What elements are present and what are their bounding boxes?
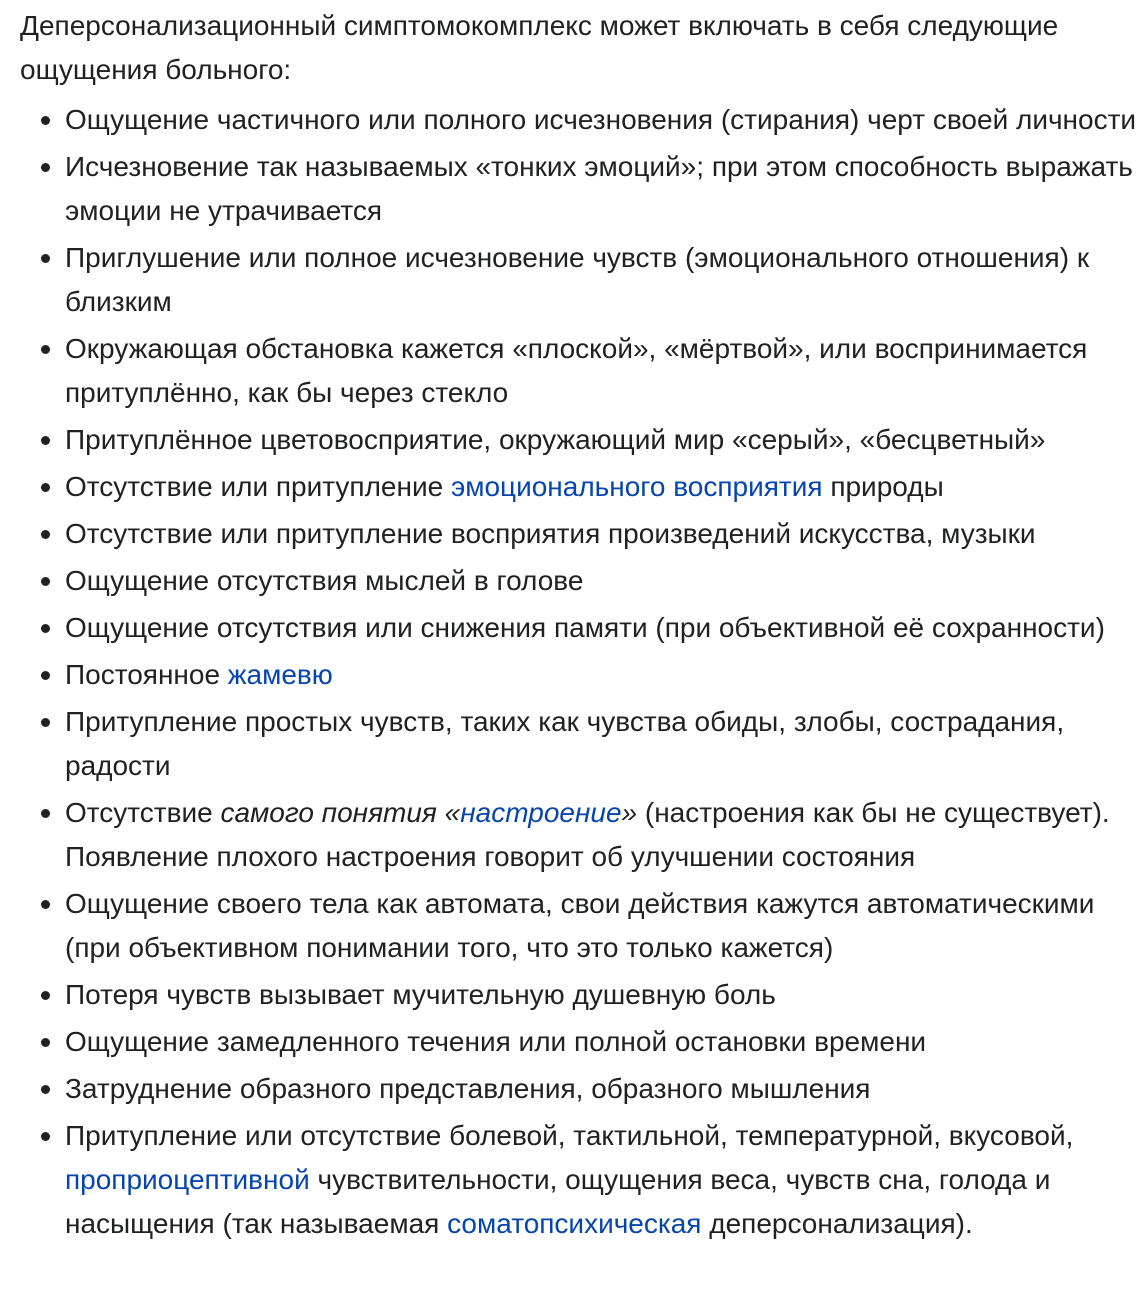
item-text: Отсутствие или притупление <box>65 471 451 502</box>
list-item <box>65 653 1138 697</box>
item-text: природы <box>822 471 944 502</box>
item-text: (настроения как бы не существует). Появление плохого настроения говорит об улучшении состояния <box>65 797 1110 872</box>
intro-paragraph: Деперсонализационный симптомокомплекс может включать в себя следующие ощущения больного: <box>20 10 1059 85</box>
item-text: Отсутствие <box>65 797 221 828</box>
item-text: чувствительности, ощущения веса, чувств сна, голода и насыщения (так называемая <box>65 1164 1051 1239</box>
link-proprioceptive[interactable]: проприоцептивной <box>65 1164 310 1195</box>
link-emotional-perception[interactable]: эмоционального восприятия <box>450 471 823 502</box>
item-text: деперсонализация). <box>701 1208 973 1239</box>
item-text: Притупление или отсутствие болевой, тактильной, температурной, вкусовой, <box>65 1120 1074 1151</box>
list-item: Затруднение образного представления, образного мышления <box>65 1067 1138 1111</box>
symptom-list <box>20 98 1138 1246</box>
item-text: Постоянное <box>65 659 228 690</box>
list-item: Притупление простых чувств, таких как чувства обиды, злобы, сострадания, радости <box>65 700 1138 788</box>
article-section <box>20 4 1138 1249</box>
list-item: Исчезновение так называемых «тонких эмоций»; при этом способность выражать эмоции не утрачивается <box>65 145 1138 233</box>
list-item: Ощущение отсутствия мыслей в голове <box>65 559 1138 603</box>
list-item: Ощущение замедленного течения или полной остановки времени <box>65 1020 1138 1064</box>
list-item: Ощущение частичного или полного исчезновения (стирания) черт своей личности <box>65 98 1138 142</box>
link-mood[interactable]: настроение <box>460 797 622 828</box>
list-item <box>65 791 1138 879</box>
list-item <box>65 465 1138 509</box>
link-jamais-vu[interactable]: жамевю <box>227 659 333 690</box>
list-item <box>65 1114 1138 1246</box>
list-item: Потеря чувств вызывает мучительную душевную боль <box>65 973 1138 1017</box>
list-item: Ощущение своего тела как автомата, свои действия кажутся автоматическими (при объективном понимании того, что это только кажется) <box>65 882 1138 970</box>
list-item: Отсутствие или притупление восприятия произведений искусства, музыки <box>65 512 1138 556</box>
list-item: Приглушение или полное исчезновение чувств (эмоционального отношения) к близким <box>65 236 1138 324</box>
italic-text: самого понятия «настроение» <box>220 797 638 828</box>
list-item: Притуплённое цветовосприятие, окружающий мир «серый», «бесцветный» <box>65 418 1138 462</box>
list-item: Ощущение отсутствия или снижения памяти (при объективной её сохранности) <box>65 606 1138 650</box>
list-item: Окружающая обстановка кажется «плоской», «мёртвой», или воспринимается притуплённо, как бы через стекло <box>65 327 1138 415</box>
link-somatopsychic[interactable]: соматопсихическая <box>447 1208 702 1239</box>
